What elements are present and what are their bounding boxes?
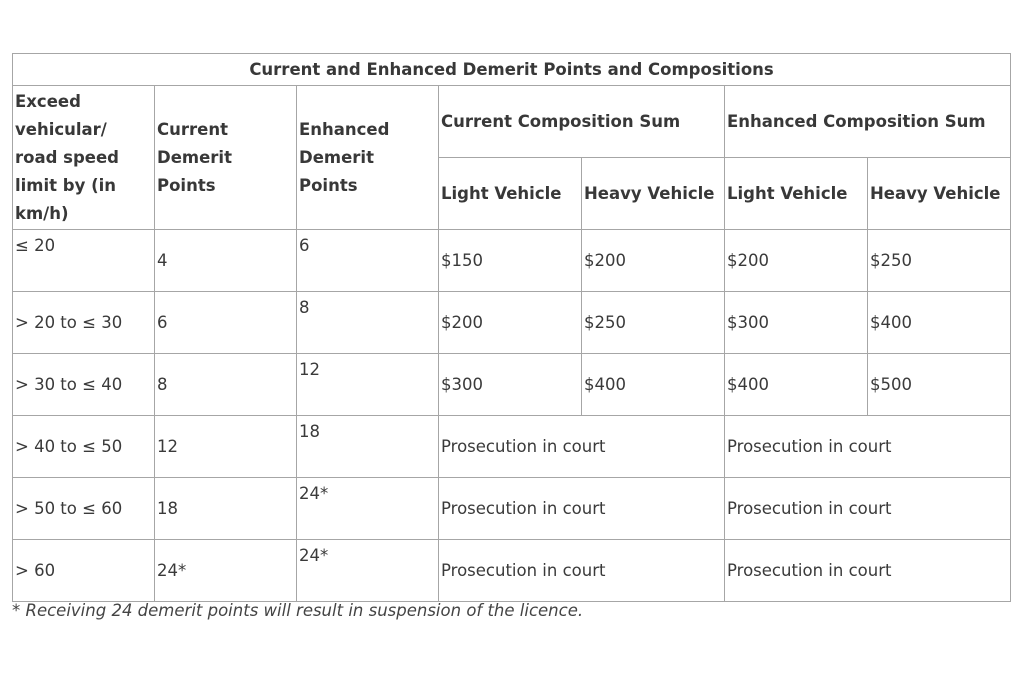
cell-enhanced-composition: Prosecution in court bbox=[725, 416, 1011, 478]
header-current-points: Current Demerit Points bbox=[155, 86, 297, 230]
header-current-composition: Current Composition Sum bbox=[439, 86, 725, 158]
cell-enhanced-points: 18 bbox=[297, 416, 439, 478]
demerit-table-container bbox=[12, 53, 1010, 602]
cell-speed-range: > 40 to ≤ 50 bbox=[13, 416, 155, 478]
table-title-row bbox=[13, 54, 1011, 86]
header-row-1 bbox=[13, 86, 1011, 158]
cell-enhanced-points: 24* bbox=[297, 478, 439, 540]
cell-enhanced-light: $300 bbox=[725, 292, 868, 354]
header-enhanced-points: Enhanced Demerit Points bbox=[297, 86, 439, 230]
cell-speed-range: > 60 bbox=[13, 540, 155, 602]
cell-current-points: 24* bbox=[155, 540, 297, 602]
cell-speed-range: ≤ 20 bbox=[13, 230, 155, 292]
table-row bbox=[13, 416, 1011, 478]
header-enhanced-light-vehicle: Light Vehicle bbox=[725, 158, 868, 230]
cell-enhanced-light: $400 bbox=[725, 354, 868, 416]
cell-enhanced-points: 6 bbox=[297, 230, 439, 292]
cell-enhanced-points: 12 bbox=[297, 354, 439, 416]
cell-enhanced-composition: Prosecution in court bbox=[725, 540, 1011, 602]
cell-current-light: $200 bbox=[439, 292, 582, 354]
table-title: Current and Enhanced Demerit Points and Compositions bbox=[13, 54, 1011, 86]
cell-enhanced-points: 24* bbox=[297, 540, 439, 602]
cell-speed-range: > 30 to ≤ 40 bbox=[13, 354, 155, 416]
cell-current-heavy: $250 bbox=[582, 292, 725, 354]
cell-current-light: $300 bbox=[439, 354, 582, 416]
cell-current-points: 12 bbox=[155, 416, 297, 478]
header-enhanced-heavy-vehicle: Heavy Vehicle bbox=[868, 158, 1011, 230]
cell-enhanced-light: $200 bbox=[725, 230, 868, 292]
cell-current-light: $150 bbox=[439, 230, 582, 292]
cell-current-heavy: $400 bbox=[582, 354, 725, 416]
cell-current-composition: Prosecution in court bbox=[439, 416, 725, 478]
demerit-points-table bbox=[12, 53, 1011, 602]
table-row bbox=[13, 292, 1011, 354]
cell-current-composition: Prosecution in court bbox=[439, 540, 725, 602]
cell-current-points: 4 bbox=[155, 230, 297, 292]
cell-current-points: 8 bbox=[155, 354, 297, 416]
cell-enhanced-heavy: $400 bbox=[868, 292, 1011, 354]
header-current-heavy-vehicle: Heavy Vehicle bbox=[582, 158, 725, 230]
header-exceed-limit: Exceed vehicular/ road speed limit by (in km/h) bbox=[13, 86, 155, 230]
table-row bbox=[13, 230, 1011, 292]
table-row bbox=[13, 540, 1011, 602]
cell-speed-range: > 50 to ≤ 60 bbox=[13, 478, 155, 540]
table-footnote: * Receiving 24 demerit points will result in suspension of the licence. bbox=[12, 601, 584, 620]
cell-enhanced-heavy: $500 bbox=[868, 354, 1011, 416]
cell-enhanced-composition: Prosecution in court bbox=[725, 478, 1011, 540]
header-current-light-vehicle: Light Vehicle bbox=[439, 158, 582, 230]
cell-enhanced-heavy: $250 bbox=[868, 230, 1011, 292]
cell-enhanced-points: 8 bbox=[297, 292, 439, 354]
table-row bbox=[13, 354, 1011, 416]
cell-speed-range: > 20 to ≤ 30 bbox=[13, 292, 155, 354]
cell-current-points: 18 bbox=[155, 478, 297, 540]
cell-current-composition: Prosecution in court bbox=[439, 478, 725, 540]
cell-current-heavy: $200 bbox=[582, 230, 725, 292]
header-enhanced-composition: Enhanced Composition Sum bbox=[725, 86, 1011, 158]
table-row bbox=[13, 478, 1011, 540]
cell-current-points: 6 bbox=[155, 292, 297, 354]
